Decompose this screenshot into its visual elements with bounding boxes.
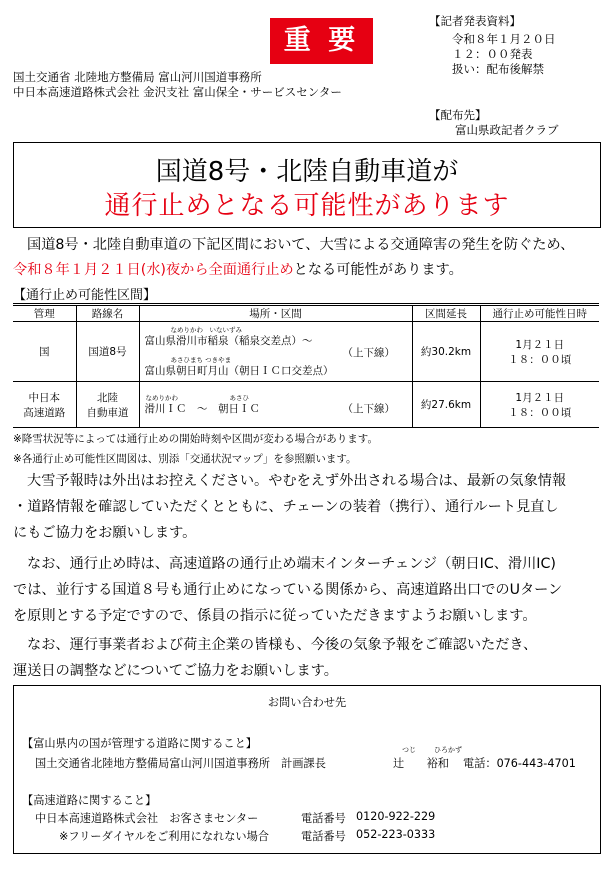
intro-line-1: 国道8号・北陸自動車道の下記区間において、大雪による交通障害の発生を防ぐため、 [27, 237, 575, 253]
contact-1-tel: 電話：076-443-4701 [463, 757, 576, 770]
issuer-line-1: 国土交通省 北陸地方整備局 富山河川国道事務所 [13, 70, 262, 84]
contact-1-org: 国土交通省北陸地方整備局富山河川国道事務所 計画課長 [35, 757, 326, 770]
ruby-text: なめりかわ いないずみ [170, 326, 242, 334]
note-2: ※各通行止め可能性区間図は、別添「交通状況マップ」を参照願います。 [13, 453, 357, 465]
contact-2-tel-label: 電話番号 [301, 830, 346, 843]
direction: （上下線） [342, 347, 395, 359]
title-box [13, 142, 601, 228]
important-badge: 重 要 [270, 18, 373, 64]
closure-time: １８：００頃 [508, 353, 572, 366]
paragraph-3-line-2: では、並行する国道８号も通行止めになっている関係から、高速道路出口でのUターン [13, 582, 563, 598]
cell-length: 約30.2km [412, 322, 480, 382]
distribution-to: 富山県政記者クラブ [455, 123, 559, 137]
direction: （上下線） [342, 403, 395, 415]
cell-manager: 国 [13, 322, 76, 382]
location-start: 富山県滑川市稲泉（稲泉交差点）～ [144, 335, 313, 347]
paragraph-2-line-1: 大雪予報時は外出はお控えください。やむをえず外出される場合は、最新の気象情報 [27, 473, 567, 489]
manager-line: 高速道路 [23, 406, 66, 419]
location-end: 富山県朝日町月山（朝日ＩＣ口交差点） [144, 365, 334, 377]
paragraph-4-line-1: なお、運行事業者および荷主企業の皆様も、今後の気象予報をご確認いただき、 [27, 637, 538, 653]
cell-route [76, 382, 139, 428]
intro-line-2 [13, 259, 463, 279]
contact-section-1-heading: 【富山県内の国が管理する道路に関すること】 [22, 737, 257, 750]
cell-location [139, 322, 412, 382]
contact-box [13, 685, 601, 854]
title-line-1: 国道8号・北陸自動車道が [155, 157, 459, 187]
contact-1-name: 辻 裕和 [393, 757, 449, 770]
manager-line: 中日本 [28, 391, 60, 404]
paragraph-2-line-2: ・道路情報を確認していただくとともに、チェーンの装着（携行）、通行ルート見直し [13, 499, 559, 515]
col-header: 管理 [13, 305, 76, 322]
closure-time: １８：００頃 [508, 406, 572, 419]
cell-location [139, 382, 412, 428]
table-row [13, 382, 599, 428]
paragraph-4-line-2: 運送日の調整などについてご協力をお願いします。 [13, 663, 338, 679]
cell-datetime [480, 322, 599, 382]
press-time: １２：００発表 [452, 47, 533, 61]
paragraph-3-line-3: を原則とする予定ですので、係員の指示に従っていただきますようお願いします。 [13, 608, 537, 624]
paragraph-3-line-1: なお、通行止め時は、高速道路の通行止め端末インターチェンジ（朝日IC、滑川IC) [27, 556, 556, 572]
contact-2-tel-freedial: 0120-922-229 [356, 810, 436, 823]
cell-datetime [480, 382, 599, 428]
closure-date-highlight: 令和８年１月２１日(水)夜から全面通行止め [13, 262, 294, 278]
title-line-2: 通行止めとなる可能性があります [104, 191, 510, 221]
press-handling: 扱い：配布後解禁 [452, 62, 544, 76]
table-header-row [13, 305, 599, 322]
press-heading: 【記者発表資料】 [429, 14, 521, 28]
paragraph-2-line-3: にもご協力をお願いします。 [13, 525, 197, 541]
route-line: 北陸 [97, 391, 118, 404]
intro-line-2-rest: となる可能性があります。 [293, 262, 463, 278]
closure-date: 1月２１日 [515, 338, 565, 351]
section-heading: 【通行止め可能性区間】 [13, 288, 157, 303]
col-header: 通行止め可能性日時 [480, 305, 599, 322]
press-date: 令和８年１月２０日 [452, 32, 556, 46]
cell-manager [13, 382, 76, 428]
ruby-text: つじ [402, 746, 416, 754]
cell-length: 約27.6km [412, 382, 480, 428]
ruby-text: あさひ [229, 394, 249, 402]
ruby-text: ひろかず [434, 746, 462, 754]
ruby-text: あさひまち つきやま [170, 356, 232, 364]
contact-2-tel-label: 電話番号 [301, 812, 346, 825]
contact-section-2-heading: 【高速道路に関すること】 [22, 794, 157, 807]
distribution-heading: 【配布先】 [429, 108, 487, 122]
issuer-line-2: 中日本高速道路株式会社 金沢支社 富山保全・サービスセンター [13, 85, 342, 99]
route-line: 自動車道 [86, 406, 129, 419]
note-1: ※降雪状況等によっては通行止めの開始時刻や区間が変わる場合があります。 [13, 433, 378, 445]
closure-table [13, 303, 599, 428]
ruby-text: なめりかわ [145, 394, 178, 402]
location-section: 滑川ＩＣ ～ 朝日ＩＣ [144, 403, 260, 415]
contact-2-org: 中日本高速道路株式会社 お客さまセンター [35, 812, 259, 825]
contact-2-note: ※フリーダイヤルをご利用になれない場合 [59, 830, 269, 843]
closure-date: 1月２１日 [515, 391, 565, 404]
col-header: 路線名 [76, 305, 139, 322]
contact-2-tel-alt: 052-223-0333 [356, 828, 436, 841]
col-header: 区間延長 [412, 305, 480, 322]
col-header: 場所・区間 [139, 305, 412, 322]
cell-route: 国道8号 [76, 322, 139, 382]
contact-heading: お問い合わせ先 [267, 696, 347, 709]
table-row [13, 322, 599, 382]
